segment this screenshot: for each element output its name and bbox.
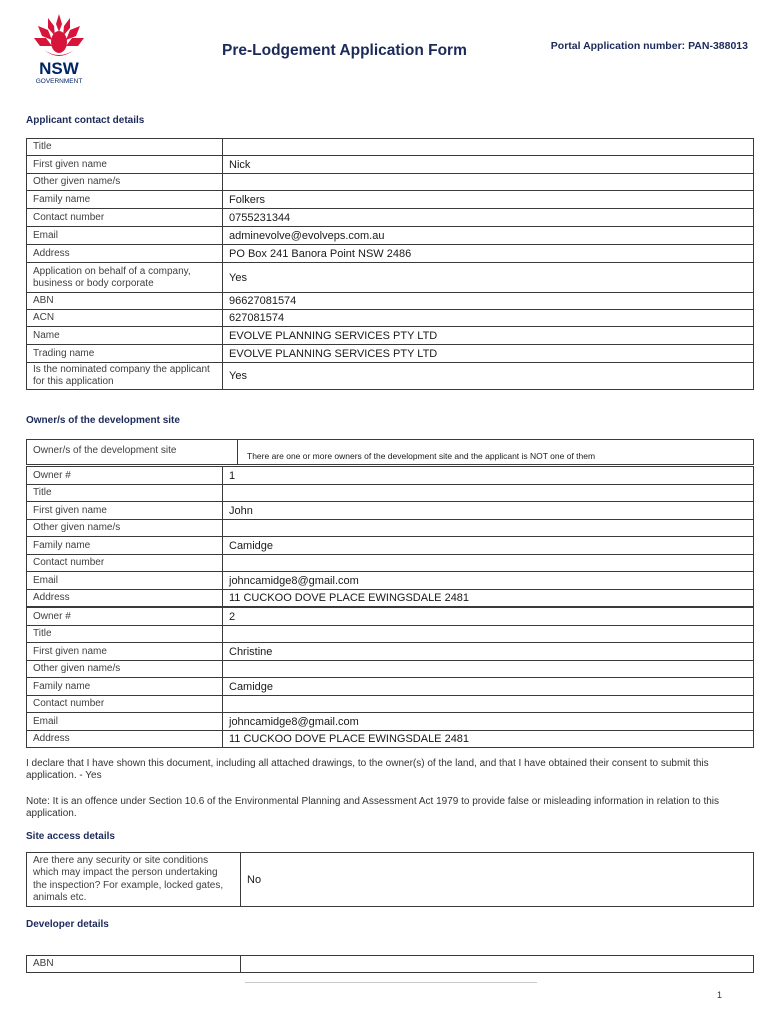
table-row <box>27 227 754 245</box>
field-value: PO Box 241 Banora Point NSW 2486 <box>223 245 754 263</box>
field-label: Contact number <box>27 555 223 572</box>
field-label: Family name <box>27 537 223 555</box>
table-row <box>27 209 754 227</box>
field-label: Address <box>27 590 223 607</box>
field-value: John <box>223 502 754 520</box>
field-value: No <box>241 853 754 907</box>
field-value: Folkers <box>223 191 754 209</box>
field-label: Title <box>27 626 223 643</box>
section-heading-site-access: Site access details <box>26 831 115 842</box>
form-title: Pre-Lodgement Application Form <box>222 42 467 59</box>
field-label: Contact number <box>27 696 223 713</box>
owners-summary-value: There are one or more owners of the development site and the applicant is NOT one of them <box>247 451 596 461</box>
field-label: ACN <box>27 310 223 327</box>
field-value: 1 <box>223 467 754 485</box>
field-label: ABN <box>27 293 223 310</box>
field-label: Owner # <box>27 467 223 485</box>
field-value: Camidge <box>223 678 754 696</box>
site-access-table <box>26 852 754 907</box>
field-value <box>223 626 754 643</box>
table-row <box>27 293 754 310</box>
field-value <box>223 555 754 572</box>
field-label: First given name <box>27 502 223 520</box>
table-row <box>27 520 754 537</box>
table-row <box>27 678 754 696</box>
field-value: johncamidge8@gmail.com <box>223 572 754 590</box>
table-row <box>27 643 754 661</box>
field-label: Is the nominated company the applicant for this application <box>27 363 223 390</box>
field-value: 96627081574 <box>223 293 754 310</box>
field-value: Christine <box>223 643 754 661</box>
field-label: Title <box>27 485 223 502</box>
field-label: Email <box>27 713 223 731</box>
field-value <box>223 139 754 156</box>
field-value <box>223 696 754 713</box>
field-label: Application on behalf of a company, business or body corporate <box>27 263 223 293</box>
field-label: Family name <box>27 191 223 209</box>
table-row <box>27 956 754 973</box>
footer-divider <box>245 982 537 983</box>
field-label: Owner # <box>27 608 223 626</box>
field-label: Are there any security or site conditions which may impact the person undertaking the inspection? For example, locked gates, animals etc. <box>27 853 241 907</box>
table-row <box>27 626 754 643</box>
field-label: Email <box>27 572 223 590</box>
section-heading-developer: Developer details <box>26 919 109 930</box>
table-row <box>27 363 754 390</box>
owners-summary-label-cell <box>27 440 238 464</box>
section-heading-owners: Owner/s of the development site <box>26 415 180 426</box>
field-label: Other given name/s <box>27 520 223 537</box>
field-label: Address <box>27 731 223 748</box>
field-label: Title <box>27 139 223 156</box>
table-row <box>27 174 754 191</box>
field-label: Name <box>27 327 223 345</box>
portal-application-number: Portal Application number: PAN-388013 <box>550 40 748 52</box>
legal-note: Note: It is an offence under Section 10.6 of the Environmental Planning and Assessment Act 1979 to provide false or misleading information in relation to this application. <box>26 796 720 819</box>
field-value: 627081574 <box>223 310 754 327</box>
table-row <box>27 731 754 748</box>
field-value: 11 CUCKOO DOVE PLACE EWINGSDALE 2481 <box>223 731 754 748</box>
page-number: 1 <box>717 990 723 1000</box>
field-label: Email <box>27 227 223 245</box>
field-value <box>223 174 754 191</box>
table-row <box>27 608 754 626</box>
svg-text:NSW: NSW <box>39 59 79 78</box>
table-row <box>27 156 754 174</box>
field-value: 2 <box>223 608 754 626</box>
applicant-contact-table <box>26 138 754 390</box>
field-value <box>223 661 754 678</box>
developer-table <box>26 955 754 973</box>
table-row <box>27 467 754 485</box>
field-label: Contact number <box>27 209 223 227</box>
table-row <box>27 537 754 555</box>
table-row <box>27 590 754 607</box>
field-label: ABN <box>27 956 241 973</box>
field-value: 0755231344 <box>223 209 754 227</box>
field-label: Other given name/s <box>27 174 223 191</box>
table-row <box>27 310 754 327</box>
table-row <box>27 696 754 713</box>
owner-2-table <box>26 607 754 748</box>
field-value <box>223 485 754 502</box>
table-row <box>27 139 754 156</box>
owners-summary-label: Owner/s of the development site <box>33 445 177 456</box>
table-row <box>27 485 754 502</box>
field-value: Camidge <box>223 537 754 555</box>
field-value: johncamidge8@gmail.com <box>223 713 754 731</box>
nsw-government-logo <box>26 12 92 86</box>
table-row <box>27 713 754 731</box>
field-value: Nick <box>223 156 754 174</box>
field-value: EVOLVE PLANNING SERVICES PTY LTD <box>223 327 754 345</box>
table-row <box>27 661 754 678</box>
field-label: First given name <box>27 156 223 174</box>
table-row <box>27 555 754 572</box>
table-row <box>27 572 754 590</box>
owner-1-table <box>26 466 754 607</box>
owner-consent-declaration: I declare that I have shown this document, including all attached drawings, to the owner(s) of the land, and that I have obtained their consent to submit this application. - Yes <box>26 758 709 781</box>
field-label: Family name <box>27 678 223 696</box>
section-heading-applicant: Applicant contact details <box>26 115 145 126</box>
table-row <box>27 853 754 907</box>
table-row <box>27 245 754 263</box>
field-label: Address <box>27 245 223 263</box>
table-row <box>27 502 754 520</box>
field-label: Trading name <box>27 345 223 363</box>
svg-text:GOVERNMENT: GOVERNMENT <box>35 78 83 85</box>
field-label: Other given name/s <box>27 661 223 678</box>
field-value: 11 CUCKOO DOVE PLACE EWINGSDALE 2481 <box>223 590 754 607</box>
field-value: EVOLVE PLANNING SERVICES PTY LTD <box>223 345 754 363</box>
field-value <box>223 520 754 537</box>
field-value: adminevolve@evolveps.com.au <box>223 227 754 245</box>
table-row <box>27 191 754 209</box>
field-value: Yes <box>223 263 754 293</box>
field-label: First given name <box>27 643 223 661</box>
table-row <box>27 263 754 293</box>
table-row <box>27 327 754 345</box>
table-row <box>27 345 754 363</box>
field-value <box>241 956 754 973</box>
owners-summary-box <box>26 439 754 465</box>
field-value: Yes <box>223 363 754 390</box>
